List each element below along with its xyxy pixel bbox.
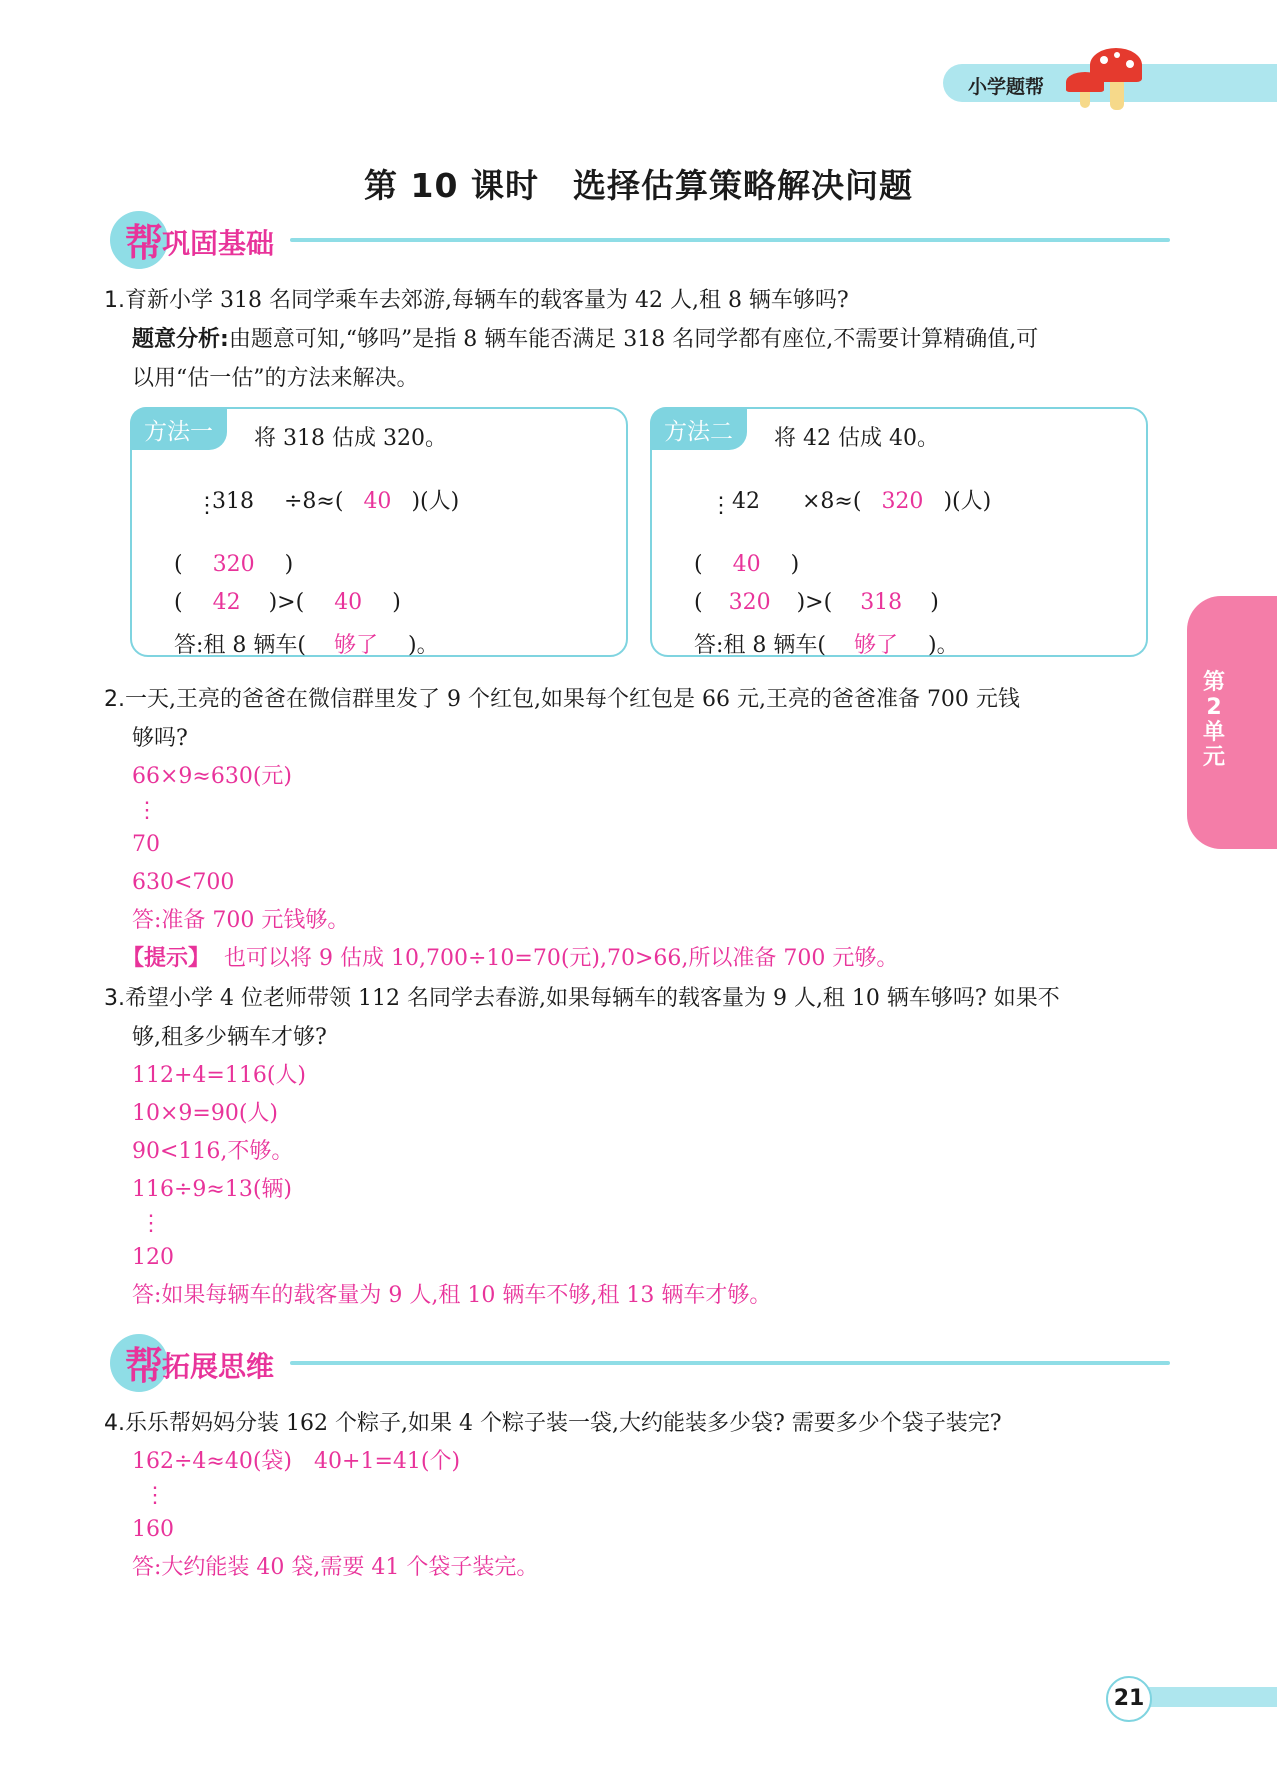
question-text-cont: 够吗? xyxy=(132,726,188,751)
header-brand: 小学题帮 xyxy=(968,76,1045,98)
method-line-1: 318 ÷8≈( 40 )(人) xyxy=(211,489,460,514)
section-badge-char: 帮 xyxy=(125,221,164,265)
method-box-2 xyxy=(650,407,1148,657)
method-heading: 将 42 估成 40。 xyxy=(774,426,939,451)
question-text-cont: 够,租多少辆车才够? xyxy=(132,1025,327,1050)
answer-line: 160 xyxy=(132,1517,174,1542)
answer-line: 答:大约能装 40 袋,需要 41 个袋子装完。 xyxy=(132,1555,539,1580)
page-number: 21 xyxy=(1106,1676,1152,1722)
question-number: 1. xyxy=(104,288,125,313)
answer-line: 112+4=116(人) xyxy=(132,1063,307,1088)
question-text: 乐乐帮妈妈分装 162 个粽子,如果 4 个粽子装一袋,大约能装多少袋? 需要多少个袋子装完? xyxy=(125,1411,1002,1436)
section-title-extend: 拓展思维 xyxy=(162,1350,275,1383)
question-1 xyxy=(104,287,1184,315)
mushroom-logo-icon xyxy=(1064,44,1144,116)
answer-line: ⋮ xyxy=(144,1483,166,1508)
question-number: 3. xyxy=(104,986,125,1011)
page-number-bar xyxy=(1133,1687,1277,1707)
vdots: ⋮ xyxy=(710,493,732,518)
answer-line: 70 xyxy=(132,832,160,857)
unit-label-text: 第2单元 xyxy=(1202,670,1225,770)
answer-line: 90<116,不够。 xyxy=(132,1139,294,1164)
method-line-2: ( 320 ) xyxy=(173,552,294,577)
method-answer: 答:租 8 辆车( 够了 )。 xyxy=(693,633,959,658)
method-tag: 方法二 xyxy=(650,407,747,450)
page-title: 第 10 课时 选择估算策略解决问题 xyxy=(364,166,913,205)
analysis-label: 题意分析: xyxy=(132,327,229,352)
section-divider xyxy=(290,238,1170,242)
answer-line: 答:如果每辆车的载客量为 9 人,租 10 辆车不够,租 13 辆车才够。 xyxy=(132,1283,772,1308)
answer-line: 630<700 xyxy=(132,870,235,895)
answer-line: ⋮ xyxy=(140,1211,162,1236)
question-2 xyxy=(104,686,1184,714)
method-line-1: 42 ×8≈( 320 )(人) xyxy=(731,489,992,514)
question-text: 一天,王亮的爸爸在微信群里发了 9 个红包,如果每个红包是 66 元,王亮的爸爸准备 700 元钱 xyxy=(125,687,1020,712)
analysis-cont: 以用“估一估”的方法来解决。 xyxy=(132,366,419,391)
question-text: 希望小学 4 位老师带领 112 名同学去春游,如果每辆车的载客量为 9 人,租 10 辆车够吗? 如果不 xyxy=(125,986,1060,1011)
section-divider xyxy=(290,1361,1170,1365)
answer-line: 答:准备 700 元钱够。 xyxy=(132,908,350,933)
method-line-3: ( 320 )>( 318 ) xyxy=(693,590,939,615)
answer-line: 120 xyxy=(132,1245,174,1270)
question-4 xyxy=(104,1410,1184,1438)
unit-label xyxy=(1196,670,1232,770)
vdots: ⋮ xyxy=(196,493,218,518)
method-answer: 答:租 8 辆车( 够了 )。 xyxy=(173,633,439,658)
answer-line: 66×9≈630(元) xyxy=(132,764,293,789)
method-line-2: ( 40 ) xyxy=(693,552,800,577)
method-heading: 将 318 估成 320。 xyxy=(254,426,447,451)
tip xyxy=(122,945,1182,973)
question-text: 育新小学 318 名同学乘车去郊游,每辆车的载客量为 42 人,租 8 辆车够吗? xyxy=(125,288,849,313)
section-title-basic: 巩固基础 xyxy=(162,227,275,260)
tip-text: 也可以将 9 估成 10,700÷10=70(元),70>66,所以准备 700 元够。 xyxy=(224,946,899,971)
answer-line: 10×9=90(人) xyxy=(132,1101,279,1126)
question-3 xyxy=(104,985,1184,1013)
tip-label: 【提示】 xyxy=(122,946,211,971)
method-tag: 方法一 xyxy=(130,407,227,450)
question-number: 2. xyxy=(104,687,125,712)
analysis-text: 由题意可知,“够吗”是指 8 辆车能否满足 318 名同学都有座位,不需要计算精确值,可 xyxy=(228,327,1039,352)
question-number: 4. xyxy=(104,1411,125,1436)
method-box-1 xyxy=(130,407,628,657)
answer-line: 116÷9≈13(辆) xyxy=(132,1177,293,1202)
answer-line: ⋮ xyxy=(136,798,158,823)
section-badge-char: 帮 xyxy=(125,1344,164,1388)
method-line-3: ( 42 )>( 40 ) xyxy=(173,590,401,615)
answer-line: 162÷4≈40(袋) 40+1=41(个) xyxy=(132,1449,461,1474)
analysis xyxy=(132,326,1192,354)
